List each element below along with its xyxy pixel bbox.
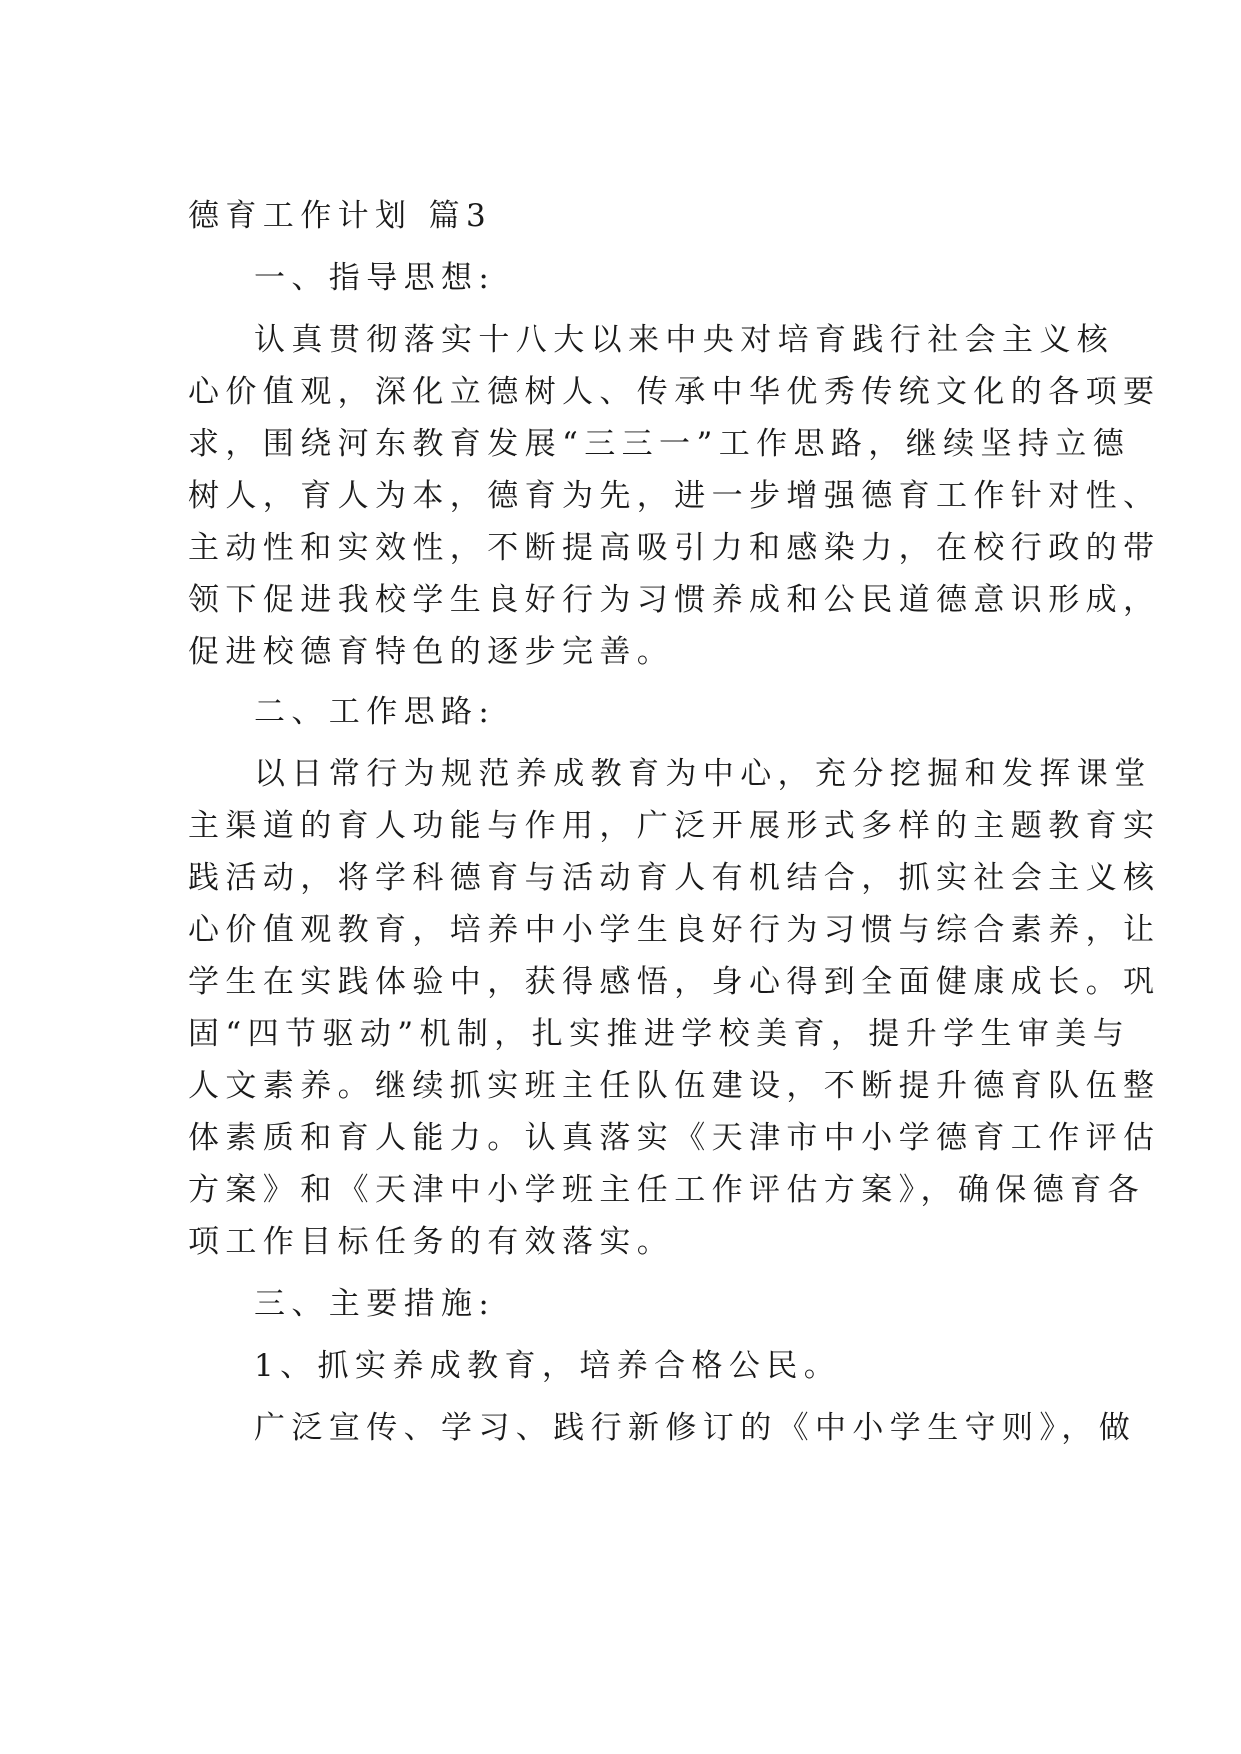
subsection-heading: 1、抓实养成教育，培养合格公民。 — [254, 1348, 842, 1384]
section-heading-1: 一、指导思想: — [254, 260, 496, 296]
paragraph-line: 体素质和育人能力。认真落实《天津市中小学德育工作评估 — [188, 1120, 1161, 1156]
paragraph-line: 认真贯彻落实十八大以来中央对培育践行社会主义核 — [254, 322, 1115, 358]
document-title: 德育工作计划 篇3 — [188, 198, 493, 234]
paragraph-line: 领下促进我校学生良好行为习惯养成和公民道德意识形成， — [188, 582, 1161, 618]
paragraph-line: 学生在实践体验中，获得感悟，身心得到全面健康成长。巩 — [188, 964, 1161, 1000]
paragraph-line: 项工作目标任务的有效落实。 — [188, 1224, 675, 1260]
paragraph-line: 方案》和《天津中小学班主任工作评估方案》，确保德育各 — [188, 1172, 1145, 1208]
section-heading-2: 二、工作思路: — [254, 694, 496, 730]
section-heading-3: 三、主要措施: — [254, 1286, 496, 1322]
paragraph-line: 心价值观教育，培养中小学生良好行为习惯与综合素养，让 — [188, 912, 1161, 948]
paragraph-line: 固“四节驱动”机制，扎实推进学校美育，提升学生审美与 — [188, 1016, 1131, 1052]
paragraph-line: 践活动，将学科德育与活动育人有机结合，抓实社会主义核 — [188, 860, 1161, 896]
paragraph-line: 树人，育人为本，德育为先，进一步增强德育工作针对性、 — [188, 478, 1161, 514]
paragraph-line: 主渠道的育人功能与作用，广泛开展形式多样的主题教育实 — [188, 808, 1161, 844]
paragraph-line: 促进校德育特色的逐步完善。 — [188, 634, 675, 670]
paragraph-line: 心价值观，深化立德树人、传承中华优秀传统文化的各项要 — [188, 374, 1161, 410]
paragraph-line: 求，围绕河东教育发展“三三一”工作思路，继续坚持立德 — [188, 426, 1131, 462]
paragraph-line: 广泛宣传、学习、践行新修订的《中小学生守则》，做 — [254, 1410, 1137, 1446]
paragraph-line: 主动性和实效性，不断提高吸引力和感染力，在校行政的带 — [188, 530, 1161, 566]
paragraph-line: 以日常行为规范养成教育为中心，充分挖掘和发挥课堂 — [254, 756, 1152, 792]
paragraph-line: 人文素养。继续抓实班主任队伍建设，不断提升德育队伍整 — [188, 1068, 1161, 1104]
